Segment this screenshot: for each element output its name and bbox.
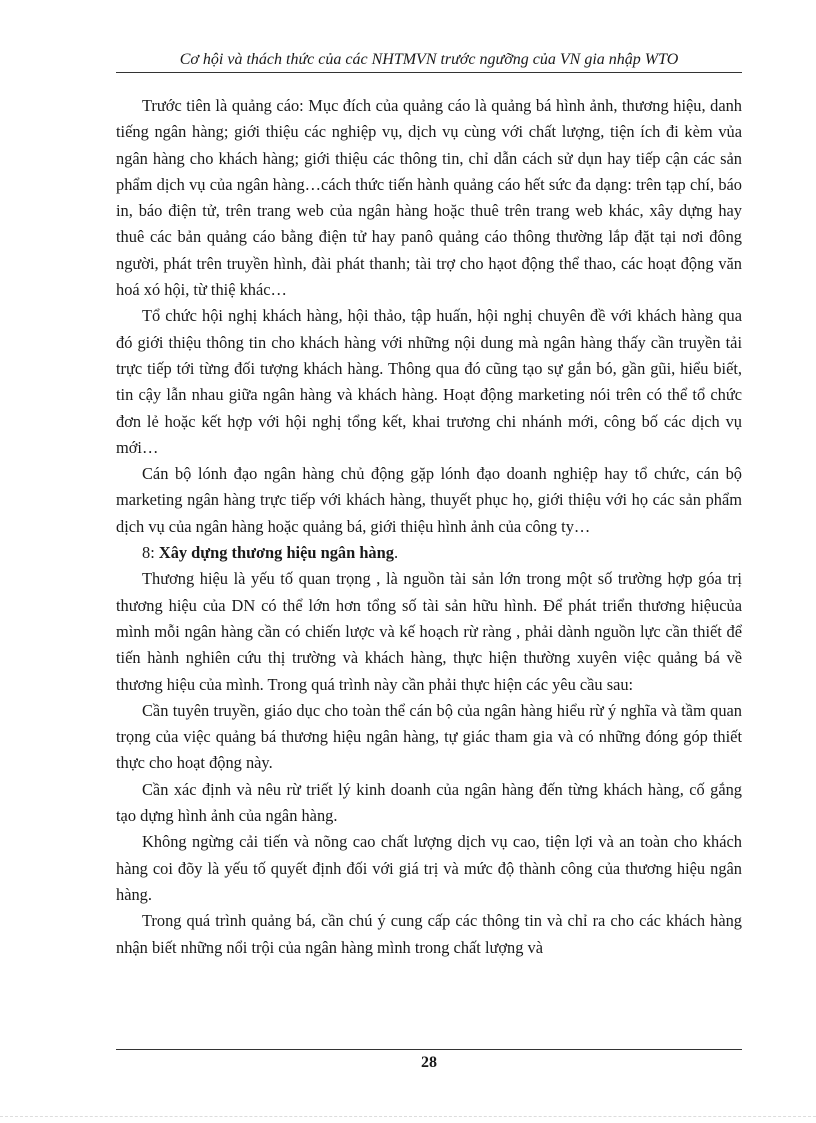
paragraph: Trước tiên là quảng cáo: Mục đích của quảng cáo là quảng bá hình ảnh, thương hiệu, danh tiếng ngân hàng; giới thiệu các nghiệp vụ, dịch vụ cùng với chất lượng, tiện ích đi kèm vủa ngân hàng cho khách hàng; giới thiệu các thông tin, chỉ dẫn cách sử dụn hay tiếp cận các sản phẩm dịch vụ của ngân hàng…cách thức tiến hành quảng cáo hết sức đa dạng: trên tạp chí, báo in, báo điện tử, trên trang web của ngân hàng hoặc thuê trên trang web khác, xây dựng hay thuê các bản quảng cáo bằng điện tử hay panô quảng cáo thông thường lắp đặt tại nơi đông người, phát trên truyền hình, đài phát thanh; tài trợ cho hạot động thể thao, các hoạt động văn hoá xó hội, từ thiệ khác… bbox=[116, 96, 742, 300]
document-body bbox=[116, 93, 742, 961]
paragraph: Không ngừng cải tiến và nõng cao chất lượng dịch vụ cao, tiện lợi và an toàn cho khách hàng coi đõy là yếu tố quyết định đối với giá trị và mức độ thành công của thương hiệu ngân hàng. bbox=[116, 832, 742, 904]
page-footer bbox=[116, 1049, 742, 1072]
paragraph: Thương hiệu là yếu tố quan trọng , là nguồn tài sản lớn trong một số trường hợp góa trị thương hiệu của DN có thể lớn hơn tổng số tài sản hữu hình. Để phát triển thương hiệucủa mình mỗi ngân hàng cần có chiến lược và kế hoạch rừ ràng , phải dành nguồn lực cần thiết để tiến hành nghiên cứu thị trường và khách hàng, thực hiện thường xuyên việc quảng bá về thương hiệu của mình. Trong quá trình này cần phải thực hiện các yêu cầu sau: bbox=[116, 569, 742, 694]
section-number: 8: bbox=[142, 543, 159, 563]
paragraph: Cần xác định và nêu rừ triết lý kinh doanh của ngân hàng đến từng khách hàng, cố gắng tạo dựng hình ảnh của ngân hàng. bbox=[116, 779, 742, 826]
paragraph: Tổ chức hội nghị khách hàng, hội thảo, tập huấn, hội nghị chuyên đề với khách hàng qua đó giới thiệu thông tin cho khách hàng với những nội dung mà ngân hàng thấy cần truyền tải trực tiếp tới từng đối tượng khách hàng. Thông qua đó cũng tạo sự gắn bó, gần gũi, hiểu biết, tin cậy lẫn nhau giữa ngân hàng và khách hàng. Hoạt động marketing nói trên có thể tổ chức đơn lẻ hoặc kết hợp với hội nghị tổng kết, khai trương chi nhánh mới, công bố các dịch vụ mới… bbox=[116, 306, 742, 457]
running-header-title: Cơ hội và thách thức của các NHTMVN trước ngưỡng của VN gia nhập WTO bbox=[179, 51, 679, 68]
paragraph: Cán bộ lónh đạo ngân hàng chủ động gặp lónh đạo doanh nghiệp hay tổ chức, cán bộ marketing ngân hàng trực tiếp với khách hàng, thuyết phục họ, giới thiệu với họ các sản phẩm dịch vụ của ngân hàng hoặc quảng bá, giới thiệu hình ảnh của công ty… bbox=[116, 464, 742, 536]
running-header bbox=[116, 50, 742, 73]
page-bottom-edge bbox=[0, 1116, 816, 1117]
section-trailing: . bbox=[393, 543, 399, 563]
page-number: 28 bbox=[421, 1054, 437, 1071]
paragraph: Trong quá trình quảng bá, cần chú ý cung cấp các thông tin và chỉ ra cho các khách hàng nhận biết những nổi trội của ngân hàng mình trong chất lượng và bbox=[116, 911, 742, 957]
section-title: Xây dựng thương hiệu ngân hàng bbox=[158, 543, 394, 563]
paragraph: Cần tuyên truyền, giáo dục cho toàn thể cán bộ của ngân hàng hiểu rừ ý nghĩa và tầm quan trọng của việc quảng bá thương hiệu ngân hàng, tự giác tham gia và có những đóng góp thiết thực cho hoạt động này. bbox=[116, 700, 742, 773]
section-heading bbox=[116, 540, 742, 566]
